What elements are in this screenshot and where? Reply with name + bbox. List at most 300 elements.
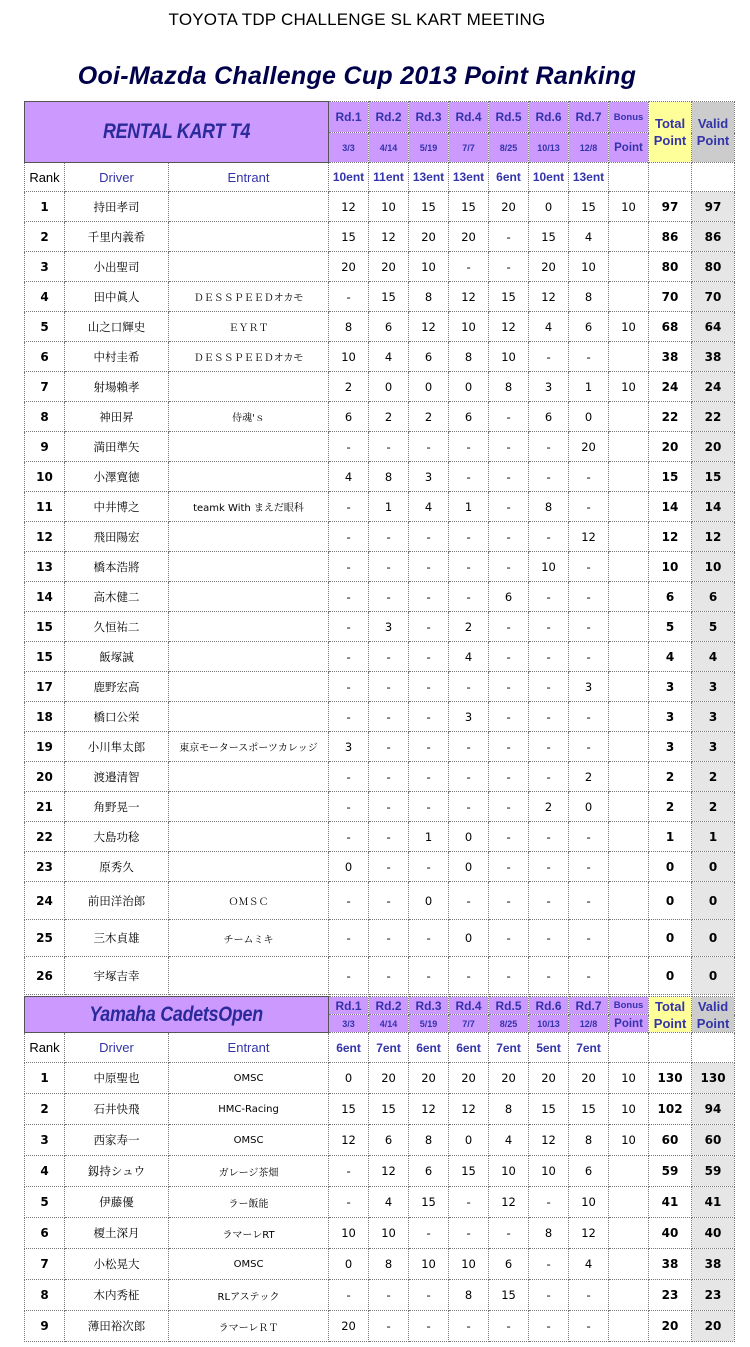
valid-points: 38 <box>692 342 735 372</box>
table-row <box>25 282 735 312</box>
entry-count: 6ent <box>449 1033 489 1063</box>
round-points: - <box>569 582 609 612</box>
bonus-points <box>609 222 649 252</box>
valid-points: 14 <box>692 492 735 522</box>
round-points: - <box>409 1218 449 1249</box>
round-points: - <box>329 582 369 612</box>
round-points: 0 <box>569 792 609 822</box>
round-date: 8/25 <box>489 133 529 163</box>
round-points: - <box>449 462 489 492</box>
entry-count: 7ent <box>569 1033 609 1063</box>
round-points: 8 <box>409 282 449 312</box>
round-points: 3 <box>329 732 369 762</box>
entrant-name: ＤＥＳＳＰＥＥＤオカモ <box>169 342 329 372</box>
valid-points: 3 <box>692 732 735 762</box>
round-points: - <box>529 342 569 372</box>
rank-cell: 6 <box>25 1218 65 1249</box>
rank-cell: 11 <box>25 492 65 522</box>
round-points: 12 <box>329 1125 369 1156</box>
total-points: 68 <box>649 312 692 342</box>
total-points: 0 <box>649 852 692 882</box>
valid-points: 0 <box>692 852 735 882</box>
valid-points: 22 <box>692 402 735 432</box>
table-row <box>25 1187 735 1218</box>
round-points: 15 <box>409 192 449 222</box>
round-points: 20 <box>449 222 489 252</box>
round-date: 5/19 <box>409 1015 449 1033</box>
round-points: 20 <box>489 1063 529 1094</box>
round-points: 6 <box>569 312 609 342</box>
round-points: - <box>329 1156 369 1187</box>
round-points: 15 <box>449 1156 489 1187</box>
entrant-name <box>169 702 329 732</box>
section-header-row <box>25 102 735 133</box>
entrant-name: 侍魂'ｓ <box>169 402 329 432</box>
round-points: 8 <box>529 1218 569 1249</box>
round-points: 6 <box>369 312 409 342</box>
round-points: 12 <box>409 312 449 342</box>
round-points: 8 <box>569 1125 609 1156</box>
round-points: - <box>489 732 529 762</box>
table-row <box>25 920 735 957</box>
driver-name: 角野晃一 <box>65 792 169 822</box>
round-points: 12 <box>569 1218 609 1249</box>
section-title-cell <box>25 997 329 1033</box>
driver-name: 原秀久 <box>65 852 169 882</box>
valid-points: 23 <box>692 1280 735 1311</box>
round-points: - <box>569 957 609 995</box>
round-points: - <box>489 702 529 732</box>
round-points: - <box>529 522 569 552</box>
rank-cell: 5 <box>25 312 65 342</box>
rank-cell: 4 <box>25 1156 65 1187</box>
round-label: Rd.6 <box>529 102 569 133</box>
entrant-name <box>169 642 329 672</box>
round-points: - <box>489 402 529 432</box>
driver-name: 持田孝司 <box>65 192 169 222</box>
bonus-points <box>609 702 649 732</box>
rank-cell: 9 <box>25 1311 65 1342</box>
bonus-points <box>609 1156 649 1187</box>
round-points: - <box>489 852 529 882</box>
round-points: - <box>569 1280 609 1311</box>
round-points: - <box>449 1311 489 1342</box>
valid-points: 15 <box>692 462 735 492</box>
round-points: - <box>449 1218 489 1249</box>
round-points: - <box>369 642 409 672</box>
round-points: 15 <box>369 282 409 312</box>
total-points: 0 <box>649 882 692 920</box>
bonus-label: Bonus <box>609 997 649 1015</box>
valid-points: 24 <box>692 372 735 402</box>
round-points: 12 <box>449 282 489 312</box>
entrant-name <box>169 762 329 792</box>
rank-cell: 8 <box>25 1280 65 1311</box>
round-points: - <box>529 432 569 462</box>
total-points: 24 <box>649 372 692 402</box>
bonus-points <box>609 672 649 702</box>
round-points: - <box>329 492 369 522</box>
round-points: 20 <box>529 252 569 282</box>
round-points: - <box>529 702 569 732</box>
valid-points: 80 <box>692 252 735 282</box>
entrant-name <box>169 432 329 462</box>
round-points: - <box>489 1311 529 1342</box>
driver-name: 木内秀柾 <box>65 1280 169 1311</box>
round-date: 8/25 <box>489 1015 529 1033</box>
round-points: 8 <box>409 1125 449 1156</box>
bonus-points <box>609 762 649 792</box>
round-points: 20 <box>409 1063 449 1094</box>
round-points: - <box>449 432 489 462</box>
section-header-row <box>25 997 735 1015</box>
round-points: - <box>409 582 449 612</box>
entry-count: 6ent <box>329 1033 369 1063</box>
round-points: 0 <box>329 1249 369 1280</box>
round-points: 15 <box>569 192 609 222</box>
round-points: - <box>409 672 449 702</box>
round-points: 20 <box>569 1063 609 1094</box>
round-points: 10 <box>529 552 569 582</box>
round-points: - <box>529 762 569 792</box>
bonus-points <box>609 882 649 920</box>
round-points: - <box>329 282 369 312</box>
driver-name: 三木貞雄 <box>65 920 169 957</box>
round-points: - <box>489 522 529 552</box>
valid-points: 41 <box>692 1187 735 1218</box>
driver-name: 前田洋治郎 <box>65 882 169 920</box>
round-points: - <box>369 552 409 582</box>
round-points: 8 <box>489 372 529 402</box>
round-points: - <box>329 1280 369 1311</box>
driver-name: 中原聖也 <box>65 1063 169 1094</box>
table-row <box>25 372 735 402</box>
table-row <box>25 822 735 852</box>
table-row <box>25 1218 735 1249</box>
driver-name: 小松晃大 <box>65 1249 169 1280</box>
round-points: - <box>489 822 529 852</box>
bonus-points <box>609 1218 649 1249</box>
round-points: 20 <box>329 1311 369 1342</box>
driver-name: 神田昇 <box>65 402 169 432</box>
round-points: 1 <box>409 822 449 852</box>
table-row <box>25 402 735 432</box>
rank-cell: 12 <box>25 522 65 552</box>
driver-name: 飛田陽宏 <box>65 522 169 552</box>
round-points: - <box>529 1280 569 1311</box>
table-row <box>25 732 735 762</box>
round-points: - <box>449 252 489 282</box>
rank-cell: 9 <box>25 432 65 462</box>
table-row <box>25 1311 735 1342</box>
valid-points: 0 <box>692 920 735 957</box>
round-points: - <box>489 642 529 672</box>
round-points: - <box>369 1280 409 1311</box>
valid-points: 1 <box>692 822 735 852</box>
rank-cell: 25 <box>25 920 65 957</box>
total-points: 41 <box>649 1187 692 1218</box>
bonus-points: 10 <box>609 372 649 402</box>
round-points: - <box>369 522 409 552</box>
total-points: 38 <box>649 342 692 372</box>
bonus-label: Bonus <box>609 102 649 133</box>
round-points: 15 <box>569 1094 609 1125</box>
bonus-points <box>609 252 649 282</box>
total-points: 3 <box>649 732 692 762</box>
valid-empty <box>692 1033 735 1063</box>
round-points: 6 <box>369 1125 409 1156</box>
round-points: - <box>489 222 529 252</box>
round-points: 20 <box>329 252 369 282</box>
round-label: Rd.3 <box>409 102 449 133</box>
round-points: 0 <box>409 372 449 402</box>
total-points: 86 <box>649 222 692 252</box>
driver-name: 高木健二 <box>65 582 169 612</box>
bonus-points <box>609 462 649 492</box>
round-points: - <box>409 552 449 582</box>
valid-label-point: Point <box>696 1015 730 1031</box>
total-points: 14 <box>649 492 692 522</box>
round-points: - <box>369 432 409 462</box>
round-label: Rd.2 <box>369 997 409 1015</box>
round-points: - <box>449 732 489 762</box>
round-label: Rd.5 <box>489 102 529 133</box>
table-row <box>25 1280 735 1311</box>
round-points: 2 <box>329 372 369 402</box>
round-points: - <box>409 920 449 957</box>
entry-count: 7ent <box>369 1033 409 1063</box>
bonus-points <box>609 582 649 612</box>
rank-cell: 4 <box>25 282 65 312</box>
round-points: 0 <box>449 920 489 957</box>
page-title: Ooi-Mazda Challenge Cup 2013 Point Ranking <box>77 62 637 90</box>
bonus-points: 10 <box>609 192 649 222</box>
bonus-points: 10 <box>609 1094 649 1125</box>
round-points: 4 <box>369 342 409 372</box>
round-points: 4 <box>329 462 369 492</box>
round-points: - <box>489 882 529 920</box>
bonus-points: 10 <box>609 1125 649 1156</box>
round-points: - <box>529 612 569 642</box>
bonus-points <box>609 282 649 312</box>
entry-count: 10ent <box>529 163 569 192</box>
round-points: - <box>569 552 609 582</box>
entrant-name <box>169 462 329 492</box>
round-points: - <box>569 1311 609 1342</box>
round-points: 4 <box>369 1187 409 1218</box>
valid-label-point: Point <box>696 133 730 148</box>
round-points: 10 <box>329 342 369 372</box>
entrant-name: HMC-Racing <box>169 1094 329 1125</box>
round-points: - <box>329 642 369 672</box>
round-points: - <box>329 552 369 582</box>
round-points: 8 <box>369 1249 409 1280</box>
round-points: 1 <box>569 372 609 402</box>
valid-label: Valid <box>697 116 729 131</box>
entrant-name: RLアステック <box>169 1280 329 1311</box>
driver-name: 大島功稔 <box>65 822 169 852</box>
table-row <box>25 342 735 372</box>
round-points: 10 <box>569 252 609 282</box>
entrant-name: teamk With まえだ眼科 <box>169 492 329 522</box>
table-row <box>25 462 735 492</box>
round-points: 3 <box>529 372 569 402</box>
round-points: - <box>409 1311 449 1342</box>
valid-points: 60 <box>692 1125 735 1156</box>
column-header-row <box>25 1033 735 1063</box>
table-row <box>25 1094 735 1125</box>
round-points: - <box>569 920 609 957</box>
rank-cell: 2 <box>25 222 65 252</box>
round-points: 6 <box>329 402 369 432</box>
total-points: 80 <box>649 252 692 282</box>
round-points: - <box>529 822 569 852</box>
total-empty <box>649 1033 692 1063</box>
entrant-name <box>169 192 329 222</box>
table-row <box>25 432 735 462</box>
round-points: 6 <box>529 402 569 432</box>
rank-header: Rank <box>25 1033 65 1063</box>
round-points: 10 <box>529 1156 569 1187</box>
total-points: 3 <box>649 702 692 732</box>
round-date: 12/8 <box>569 1015 609 1033</box>
round-points: - <box>369 852 409 882</box>
yamaha-cadets-table <box>24 996 735 1342</box>
round-date: 7/7 <box>449 133 489 163</box>
round-points: - <box>329 1187 369 1218</box>
round-date: 4/14 <box>369 133 409 163</box>
round-points: 20 <box>409 222 449 252</box>
rank-cell: 5 <box>25 1187 65 1218</box>
driver-name: 西家寿一 <box>65 1125 169 1156</box>
round-date: 10/13 <box>529 1015 569 1033</box>
round-points: 4 <box>489 1125 529 1156</box>
valid-points: 70 <box>692 282 735 312</box>
entrant-name <box>169 582 329 612</box>
table-row <box>25 957 735 995</box>
driver-name: 鹿野宏高 <box>65 672 169 702</box>
round-points: 12 <box>409 1094 449 1125</box>
round-date: 5/19 <box>409 133 449 163</box>
valid-points: 86 <box>692 222 735 252</box>
total-point-header <box>649 102 692 163</box>
round-date: 3/3 <box>329 1015 369 1033</box>
round-points: - <box>329 522 369 552</box>
round-points: 12 <box>329 192 369 222</box>
round-points: 10 <box>329 1218 369 1249</box>
round-label: Rd.1 <box>329 102 369 133</box>
round-points: 4 <box>569 222 609 252</box>
driver-name: 小澤寛徳 <box>65 462 169 492</box>
round-points: - <box>449 792 489 822</box>
valid-point-header <box>692 102 735 163</box>
round-points: 12 <box>489 1187 529 1218</box>
round-points: 15 <box>489 282 529 312</box>
total-empty <box>649 163 692 192</box>
round-points: - <box>489 552 529 582</box>
driver-name: 中村圭希 <box>65 342 169 372</box>
round-points: 4 <box>449 642 489 672</box>
round-label: Rd.2 <box>369 102 409 133</box>
valid-label: Valid <box>697 998 729 1014</box>
round-points: 12 <box>369 222 409 252</box>
total-label-point: Point <box>653 1015 687 1031</box>
round-points: - <box>409 1280 449 1311</box>
round-label: Rd.4 <box>449 102 489 133</box>
round-points: - <box>409 792 449 822</box>
round-points: - <box>569 342 609 372</box>
bonus-point-label: Point <box>609 1015 649 1033</box>
rank-cell: 1 <box>25 192 65 222</box>
driver-name: 橋本浩將 <box>65 552 169 582</box>
total-point-header <box>649 997 692 1033</box>
bonus-points <box>609 957 649 995</box>
round-points: - <box>369 792 409 822</box>
entrant-name: OMSC <box>169 1249 329 1280</box>
round-points: 12 <box>569 522 609 552</box>
round-points: - <box>329 612 369 642</box>
round-points: - <box>489 957 529 995</box>
round-points: - <box>329 957 369 995</box>
bonus-points: 10 <box>609 1063 649 1094</box>
round-points: - <box>409 432 449 462</box>
bonus-points <box>609 492 649 522</box>
round-points: 12 <box>369 1156 409 1187</box>
round-points: - <box>449 522 489 552</box>
entry-count: 13ent <box>409 163 449 192</box>
total-points: 15 <box>649 462 692 492</box>
valid-points: 2 <box>692 762 735 792</box>
round-points: 0 <box>409 882 449 920</box>
round-points: 20 <box>569 432 609 462</box>
round-label: Rd.3 <box>409 997 449 1015</box>
round-points: 6 <box>409 1156 449 1187</box>
round-points: 3 <box>569 672 609 702</box>
entrant-name <box>169 222 329 252</box>
round-points: 20 <box>369 1063 409 1094</box>
rank-cell: 6 <box>25 342 65 372</box>
bonus-points <box>609 1187 649 1218</box>
round-points: - <box>449 762 489 792</box>
round-label: Rd.5 <box>489 997 529 1015</box>
round-points: - <box>489 612 529 642</box>
driver-header: Driver <box>65 163 169 192</box>
total-points: 59 <box>649 1156 692 1187</box>
round-points: - <box>369 957 409 995</box>
round-points: 10 <box>369 1218 409 1249</box>
entrant-name: ラマーレRT <box>169 1218 329 1249</box>
rank-cell: 22 <box>25 822 65 852</box>
round-points: - <box>529 642 569 672</box>
table-row <box>25 1249 735 1280</box>
entrant-name: ラー飯能 <box>169 1187 329 1218</box>
round-points: - <box>569 702 609 732</box>
bonus-points <box>609 432 649 462</box>
round-points: 12 <box>529 282 569 312</box>
round-points: 20 <box>529 1063 569 1094</box>
round-points: - <box>489 492 529 522</box>
round-points: - <box>329 702 369 732</box>
bonus-points: 10 <box>609 312 649 342</box>
round-points: 10 <box>409 252 449 282</box>
round-points: - <box>529 732 569 762</box>
round-points: - <box>409 642 449 672</box>
rank-cell: 8 <box>25 402 65 432</box>
round-points: - <box>329 882 369 920</box>
driver-name: 薄田裕次郎 <box>65 1311 169 1342</box>
valid-points: 64 <box>692 312 735 342</box>
entrant-name: ガレージ茶畑 <box>169 1156 329 1187</box>
